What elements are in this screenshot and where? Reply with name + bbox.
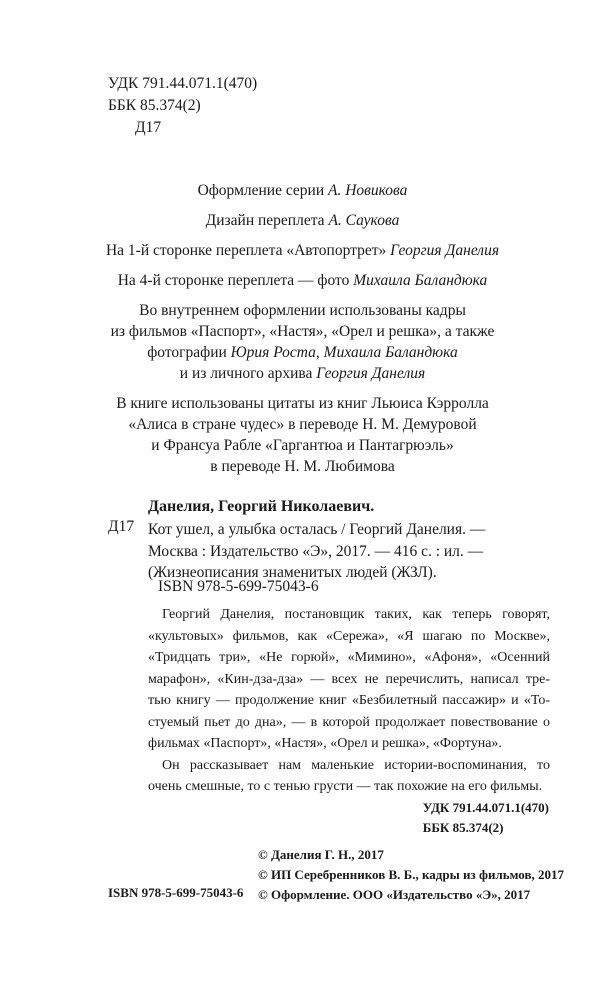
credits-block [0,180,605,486]
catalog-author-mark: Д17 [108,518,135,535]
catalog-bibliographic-entry: Кот ушел, а улыбка осталась / Георгий Данелия. — Москва : Издательство «Э», 2017. — 416 с. : ил. — (Жизнеописания знаменитых людей (ЖЗЛ). [148,521,486,581]
copyright-line: © ИП Серебренников В. Б., кадры из фильмов, 2017 [258,867,565,882]
copyright-line: © Оформление. ООО «Издательство «Э», 2017 [258,887,531,902]
front-cover-artist: Георгия Данелия [390,242,500,259]
copyright-line: © Данелия Г. Н., 2017 [258,847,384,862]
quotes-credit: В книге использованы цитаты из книг Льюиса Кэрролла «Алиса в стране чудес» в переводе Н. М. Демуровой и Франсуа Рабле «Гаргантюа и Пантагрюэль» в переводе Н. М. Любимова [116,395,489,475]
udk-code: УДК 791.44.071.1(470) [108,75,258,92]
cover-design-credit: Дизайн переплета А. Саукова [205,212,400,229]
bottom-bbk-code: ББК 85.374(2) [422,820,504,835]
annotation-paragraph-2: Он рассказывает нам маленькие истории-воспоминания, то очень смешные, то с тенью грусти — так похожие на его фильмы. [148,757,550,794]
bottom-isbn: ISBN 978-5-699-75043-6 [108,885,244,900]
annotation [148,604,550,798]
back-cover-credit: На 4-й сторонке переплета — фото Михаила Баландюка [117,272,488,289]
cover-designer-name: А. Саукова [328,212,400,229]
bottom-udk-code: УДК 791.44.071.1(470) [422,800,549,815]
catalog-isbn: ISBN 978-5-699-75043-6 [158,578,319,595]
top-classification-codes [108,73,257,139]
series-designer-name: А. Новикова [328,182,408,199]
annotation-paragraph-1: Георгий Данелия, постановщик таких, как теперь говорят, «культовых» фильмов, как «Сережа», «Я шагаю по Москве», «Тридцать три», «Не горюй», «Мимино», «Афоня», «Осенний марафон», «Кин-дза-дза» — всех не перечислить, написал тре- тью книгу — продолжение книг «Безбилетный пассажир» и «То- стуемый пьет до дна», — в которой продолжает повествование о фильмах «Паспорт», «Настя», «Орел и решка», «Фортуна». [148,607,550,751]
catalog-author: Данелия, Георгий Николаевич. [148,498,375,515]
series-design-credit: Оформление серии А. Новикова [197,182,408,199]
author-mark: Д17 [135,119,162,136]
bottom-classification-codes [423,798,549,838]
back-cover-photographer: Михаила Баландюка [353,272,488,289]
front-cover-credit: На 1-й сторонке переплета «Автопортрет» Георгия Данелия [105,242,500,259]
stills-credit: Во внутреннем оформлении использованы кадры из фильмов «Паспорт», «Настя», «Орел и решка», а также фотографии Юрия Роста, Михаила Баландюка и из личного архива Георгия Данелия [110,302,495,382]
copyright-notices [258,845,564,905]
bbk-code: ББК 85.374(2) [108,97,201,114]
